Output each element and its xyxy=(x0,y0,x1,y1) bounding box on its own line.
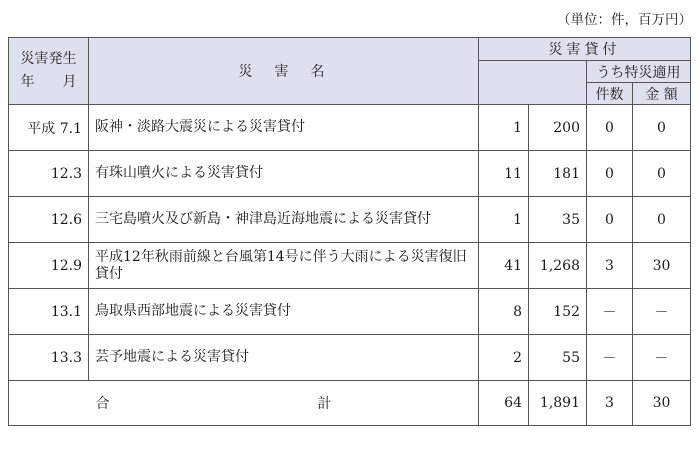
header-name xyxy=(89,38,479,105)
row-count: 1 xyxy=(479,197,529,243)
total-special-amount: 30 xyxy=(633,381,691,426)
row-special-count: 0 xyxy=(587,151,633,197)
disaster-loans-table xyxy=(8,37,691,426)
row-special-amount: － xyxy=(633,289,691,335)
row-date: 13.3 xyxy=(9,335,89,381)
row-amount: 35 xyxy=(529,197,587,243)
table-row xyxy=(9,151,691,197)
row-date: 12.3 xyxy=(9,151,89,197)
row-special-count: － xyxy=(587,335,633,381)
total-count: 64 xyxy=(479,381,529,426)
row-name: 平成12年秋雨前線と台風第14号に伴う大雨による災害復旧貸付 xyxy=(89,243,479,289)
table-row xyxy=(9,197,691,243)
row-special-count: 3 xyxy=(587,243,633,289)
row-special-amount: 0 xyxy=(633,151,691,197)
unit-note: （単位：件，百万円） xyxy=(557,12,692,28)
header-loans-label: 災害貸付 xyxy=(548,42,621,58)
row-date: 平成 7.1 xyxy=(9,105,89,151)
row-amount: 200 xyxy=(529,105,587,151)
row-count: 8 xyxy=(479,289,529,335)
row-name: 有珠山噴火による災害貸付 xyxy=(89,151,479,197)
row-special-count: － xyxy=(587,289,633,335)
row-name: 阪神・淡路大震災による災害貸付 xyxy=(89,105,479,151)
row-name: 三宅島噴火及び新島・神津島近海地震による災害貸付 xyxy=(89,197,479,243)
row-count: 1 xyxy=(479,105,529,151)
row-special-amount: － xyxy=(633,335,691,381)
row-name: 芸予地震による災害貸付 xyxy=(89,335,479,381)
row-amount: 181 xyxy=(529,151,587,197)
header-date-line1: 災害発生 xyxy=(20,51,77,67)
row-date: 12.9 xyxy=(9,243,89,289)
table-row xyxy=(9,243,691,289)
header-loans-blank xyxy=(479,61,587,105)
row-amount: 152 xyxy=(529,289,587,335)
header-date-line2: 年 月 xyxy=(20,74,77,90)
row-special-count: 0 xyxy=(587,105,633,151)
header-special-amount: 金 額 xyxy=(633,83,691,105)
total-special-count: 3 xyxy=(587,381,633,426)
header-loans xyxy=(479,38,691,61)
header-special-count: 件数 xyxy=(587,83,633,105)
row-count: 41 xyxy=(479,243,529,289)
header-date xyxy=(9,38,89,105)
row-amount: 1,268 xyxy=(529,243,587,289)
row-amount: 55 xyxy=(529,335,587,381)
row-name: 鳥取県西部地震による災害貸付 xyxy=(89,289,479,335)
row-special-amount: 0 xyxy=(633,197,691,243)
header-name-label: 災 害 名 xyxy=(238,64,329,80)
total-label xyxy=(9,381,479,426)
table-row xyxy=(9,335,691,381)
total-label-text: 合 計 xyxy=(95,396,392,412)
total-row xyxy=(9,381,691,426)
row-date: 12.6 xyxy=(9,197,89,243)
row-count: 2 xyxy=(479,335,529,381)
row-special-count: 0 xyxy=(587,197,633,243)
row-count: 11 xyxy=(479,151,529,197)
header-special: うち特災適用 xyxy=(587,61,691,83)
row-special-amount: 30 xyxy=(633,243,691,289)
table-row xyxy=(9,289,691,335)
row-special-amount: 0 xyxy=(633,105,691,151)
table-row xyxy=(9,105,691,151)
row-date: 13.1 xyxy=(9,289,89,335)
total-amount: 1,891 xyxy=(529,381,587,426)
